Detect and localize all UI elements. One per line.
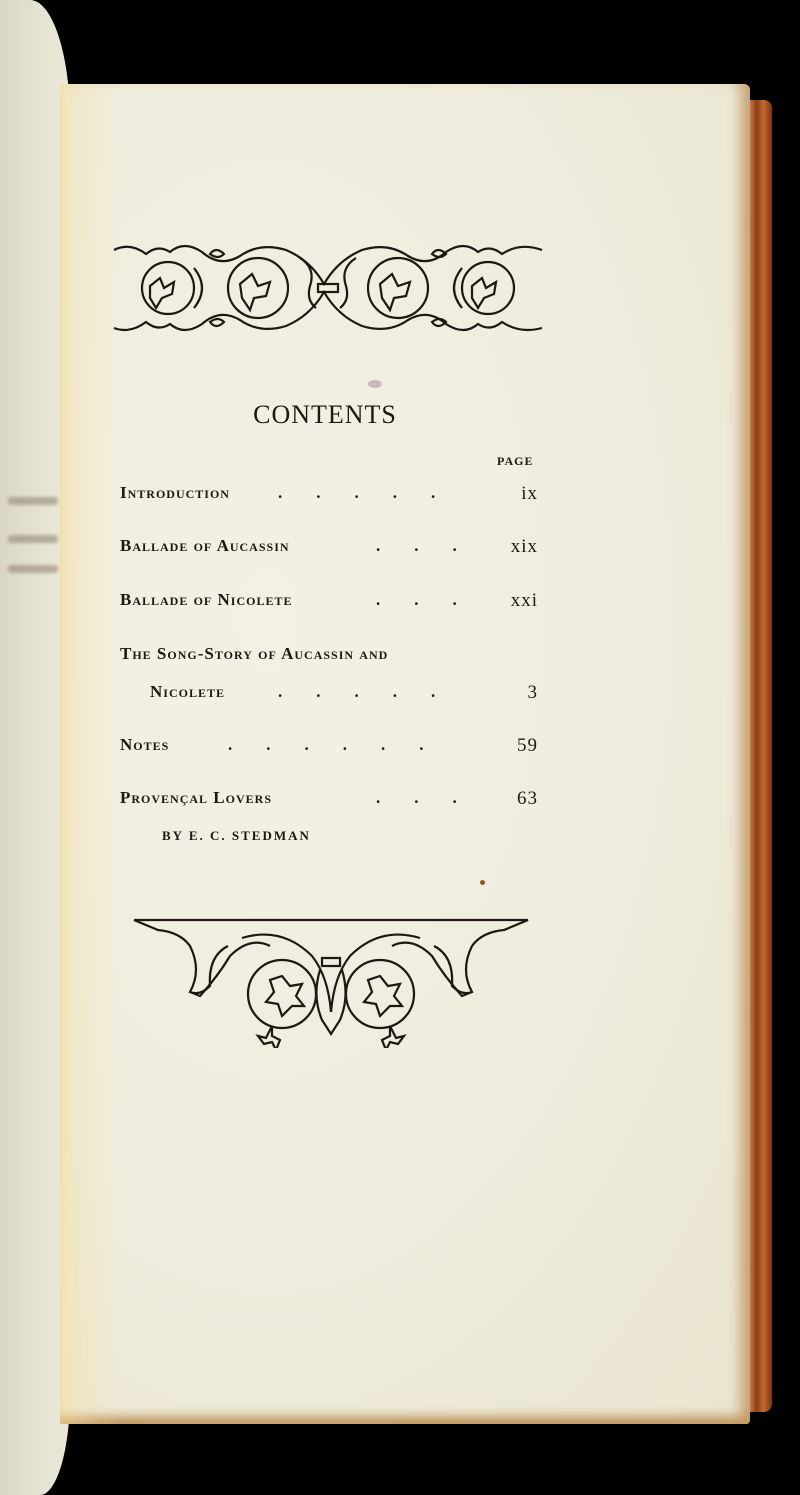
toc-entry[interactable] — [120, 788, 538, 814]
leader-dots: . . . — [376, 590, 457, 609]
toc-entry-title: The Song-Story of Aucassin and — [120, 644, 389, 663]
toc-entry-title: Notes — [120, 735, 170, 754]
toc-entry-page: 59 — [517, 735, 538, 756]
leader-dots: . . . . . . — [228, 735, 424, 754]
bleed-through-text — [8, 535, 58, 543]
toc-entry[interactable] — [120, 590, 538, 616]
leader-dots: . . . . . — [278, 682, 436, 701]
toc-entry[interactable] — [120, 536, 538, 562]
scrollwork-headpiece-icon — [110, 238, 547, 336]
toc-entry[interactable] — [120, 735, 538, 761]
toc-entry-title: Nicolete — [150, 682, 225, 701]
toc-entry[interactable] — [120, 682, 538, 708]
toc-entry[interactable] — [120, 644, 538, 670]
bleed-through-text — [8, 565, 58, 573]
toc-entry[interactable] — [120, 483, 538, 509]
paper-foxing-spot — [480, 880, 485, 885]
toc-entry-page: ix — [521, 483, 538, 504]
page-column-label: PAGE — [497, 454, 534, 468]
page-title: CONTENTS — [253, 400, 397, 429]
toc-entry-page: 63 — [517, 788, 538, 809]
toc-entry-page: xxi — [510, 590, 538, 611]
toc-entry-title: Provençal Lovers — [120, 788, 272, 807]
paper-stain — [368, 380, 382, 388]
toc-entry-title: Introduction — [120, 483, 230, 502]
toc-entry-title: Ballade of Nicolete — [120, 590, 293, 609]
toc-entry-page: xix — [510, 536, 538, 557]
leader-dots: . . . — [376, 788, 457, 807]
leader-dots: . . . . . — [278, 483, 436, 502]
leader-dots: . . . — [376, 536, 457, 555]
author-byline: BY E. C. STEDMAN — [162, 828, 311, 843]
foliate-tailpiece-icon — [132, 916, 530, 1048]
toc-entry-page: 3 — [527, 682, 538, 703]
toc-entry-title: Ballade of Aucassin — [120, 536, 290, 555]
bleed-through-text — [8, 497, 58, 505]
